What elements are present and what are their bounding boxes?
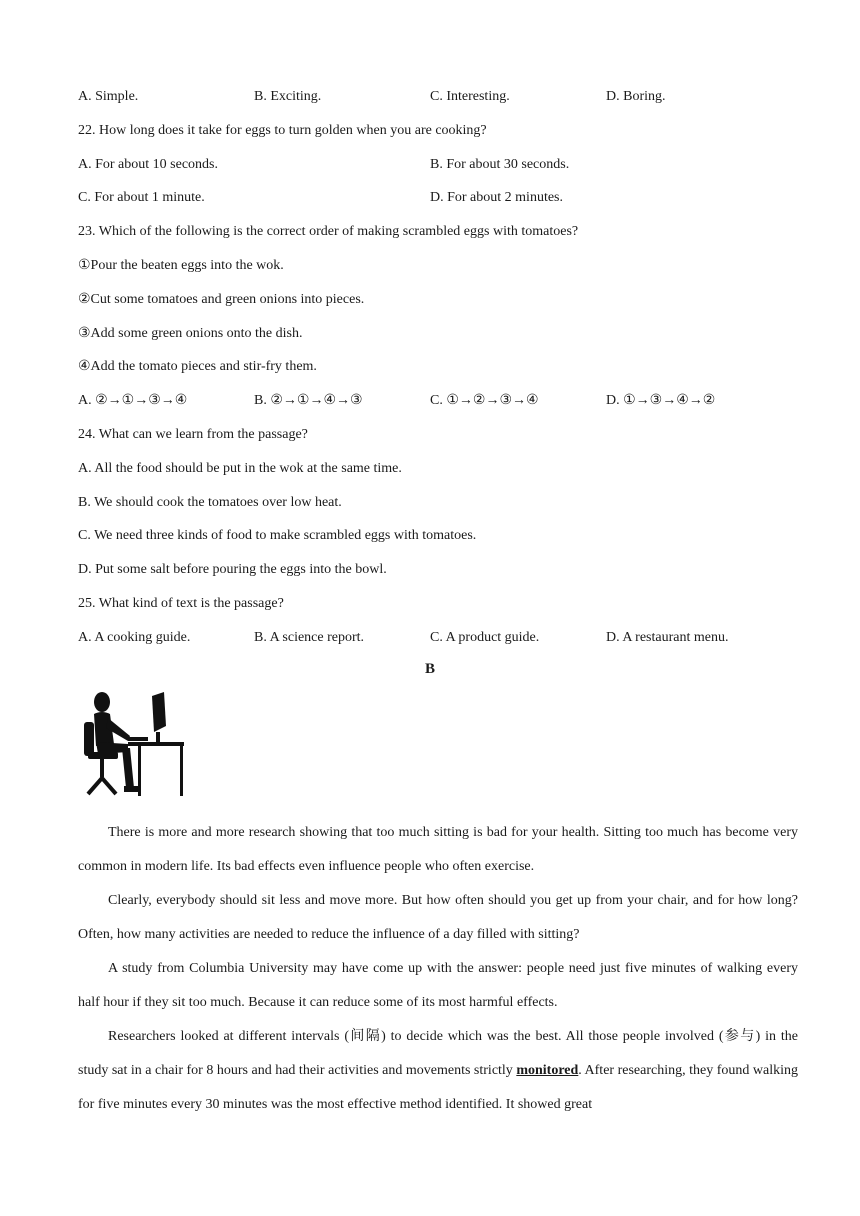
paragraph-4-end: . After researching, they found walking for five minutes every 30 minutes was the most effective method identified. It showed great	[78, 1063, 799, 1112]
q23-option-b: B. ②→①→④→③	[254, 393, 363, 408]
q22-question: 22. How long does it take for eggs to turn golden when you are cooking?	[78, 123, 487, 138]
passage-b	[78, 816, 798, 1122]
q24-option-a: A. All the food should be put in the wok at the same time.	[78, 461, 402, 476]
q21-option-b: B. Exciting.	[254, 89, 322, 104]
q23-step-2: ②Cut some tomatoes and green onions into pieces.	[78, 292, 365, 307]
q24-option-c: C. We need three kinds of food to make scrambled eggs with tomatoes.	[78, 528, 477, 543]
q21-option-d: D. Boring.	[606, 89, 666, 104]
paragraph-4	[78, 1020, 798, 1122]
q23-option-d: D. ①→③→④→②	[606, 393, 716, 408]
q24-question: 24. What can we learn from the passage?	[78, 427, 308, 442]
paragraph-2: Clearly, everybody should sit less and move more. But how often should you get up from your chair, and for how long? Often, how many activities are needed to reduce the influence of a day filled with sitting?	[78, 893, 798, 942]
q23-question: 23. Which of the following is the correct order of making scrambled eggs with tomatoes?	[78, 224, 579, 239]
q25-question: 25. What kind of text is the passage?	[78, 596, 284, 611]
q25-option-c: C. A product guide.	[430, 630, 540, 645]
q23-step-4: ④Add the tomato pieces and stir-fry them.	[78, 359, 317, 374]
paragraph-1: There is more and more research showing that too much sitting is bad for your health. Sitting too much has become very common in modern life. Its bad effects even influence people who often exercise.	[78, 825, 798, 874]
q22-option-b: B. For about 30 seconds.	[430, 157, 570, 172]
q25-option-d: D. A restaurant menu.	[606, 630, 729, 645]
q21-option-a: A. Simple.	[78, 89, 139, 104]
paragraph-4-start: Researchers looked at different intervals (间隔) to decide which was the best. All those people involved (参与) in the study sat in a chair for 8 hours and had their activities and movements strictly	[78, 1029, 798, 1078]
section-b-title: B	[424, 661, 435, 677]
q22-option-c: C. For about 1 minute.	[78, 190, 205, 205]
q23-step-3: ③Add some green onions onto the dish.	[78, 326, 303, 341]
q23-step-1: ①Pour the beaten eggs into the wok.	[78, 258, 284, 273]
keyword-monitored: monitored	[516, 1063, 579, 1078]
q24-option-d: D. Put some salt before pouring the eggs into the bowl.	[78, 562, 387, 577]
q23-option-a: A. ②→①→③→④	[78, 393, 188, 408]
q21-option-c: C. Interesting.	[430, 89, 510, 104]
person-at-computer-icon	[78, 688, 188, 804]
q25-option-a: A. A cooking guide.	[78, 630, 191, 645]
q24-option-b: B. We should cook the tomatoes over low heat.	[78, 495, 342, 510]
paragraph-3: A study from Columbia University may have come up with the answer: people need just five minutes of walking every half hour if they sit too much. Because it can reduce some of its most harmful effects.	[78, 961, 798, 1010]
q22-option-d: D. For about 2 minutes.	[430, 190, 563, 205]
q23-option-c: C. ①→②→③→④	[430, 393, 539, 408]
q25-option-b: B. A science report.	[254, 630, 365, 645]
q22-option-a: A. For about 10 seconds.	[78, 157, 218, 172]
